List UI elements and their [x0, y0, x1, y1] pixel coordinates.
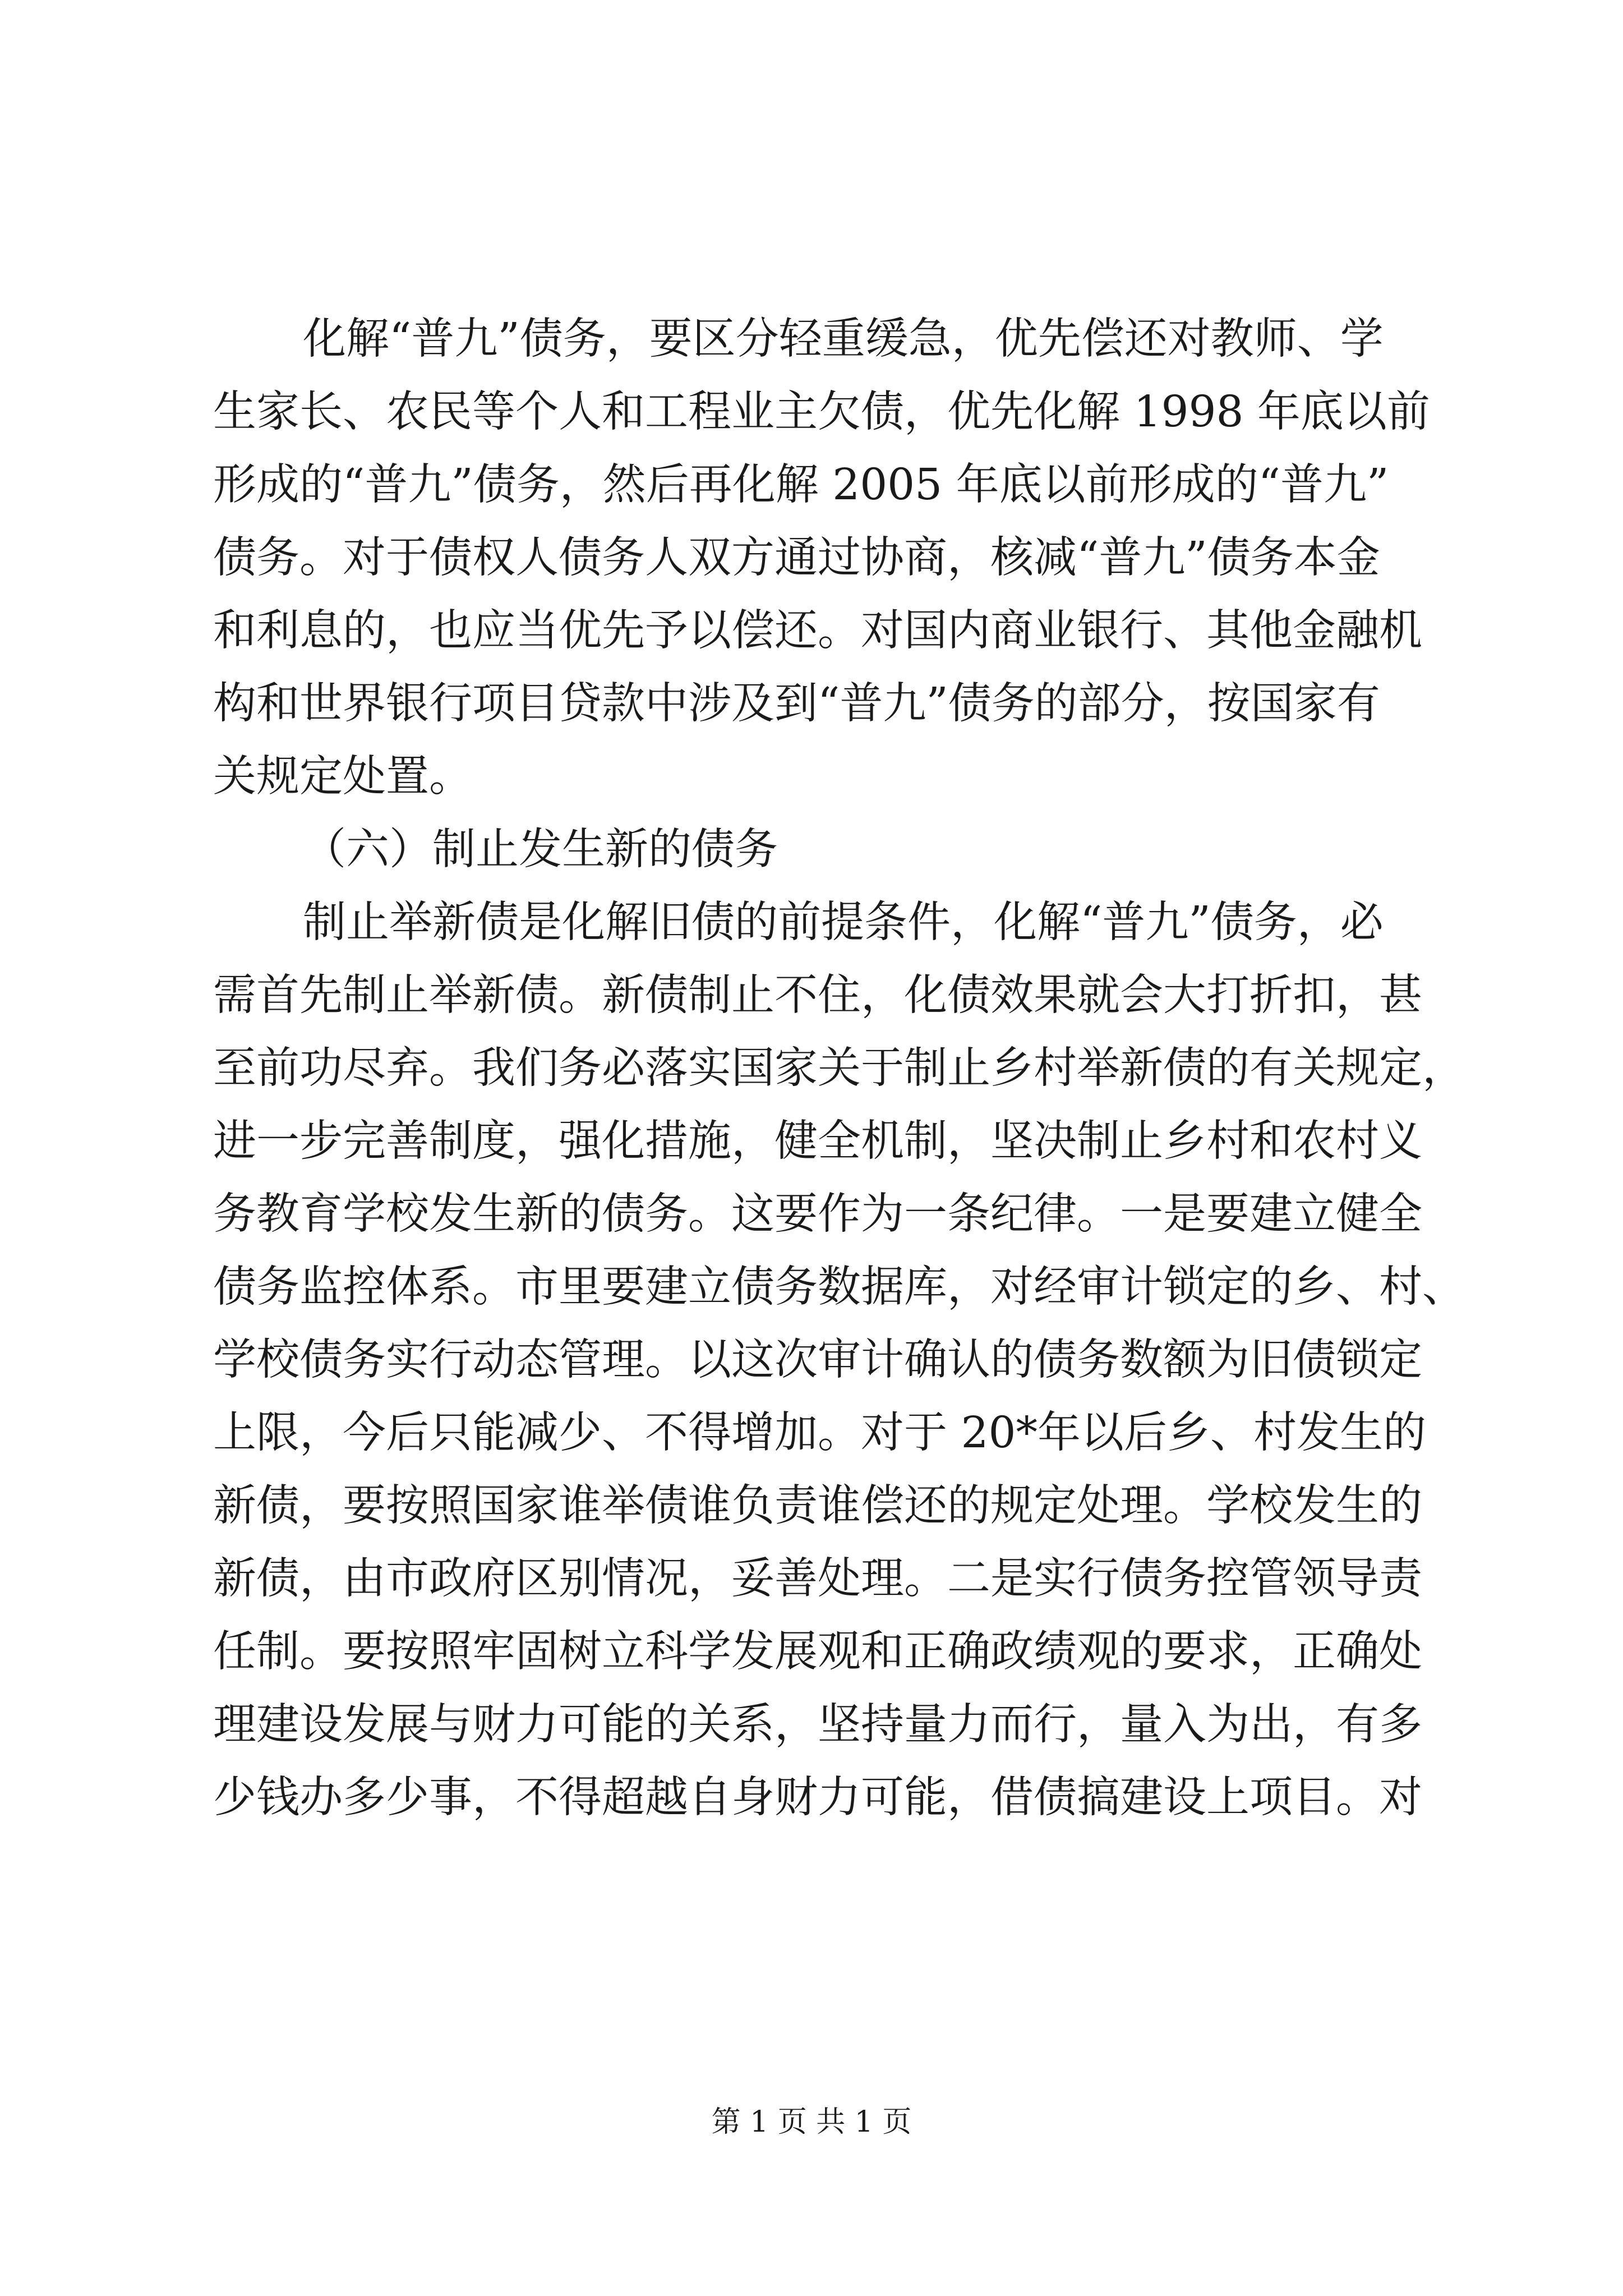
paragraph-1-line-7: 关规定处置。: [213, 752, 472, 802]
paragraph-2-line-5: 务教育学校发生新的债务。这要作为一条纪律。一是要建立健全: [213, 1189, 1422, 1239]
paragraph-2-line-3: 至前功尽弃。我们务必落实国家关于制止乡村举新债的有关规定，: [213, 1043, 1465, 1093]
paragraph-1-line-5: 和利息的，也应当优先予以偿还。对国内商业银行、其他金融机: [213, 606, 1422, 656]
paragraph-1-line-1: 化解“普九”债务，要区分轻重缓急，优先偿还对教师、学: [303, 314, 1384, 364]
paragraph-2-line-7: 学校债务实行动态管理。以这次审计确认的债务数额为旧债锁定: [213, 1335, 1422, 1385]
paragraph-1-line-3: 形成的“普九”债务，然后再化解 2005 年底以前形成的“普九”: [213, 460, 1389, 510]
paragraph-2-line-13: 少钱办多少事，不得超越自身财力可能，借债搞建设上项目。对: [213, 1773, 1422, 1823]
paragraph-2-line-1: 制止举新债是化解旧债的前提条件，化解“普九”债务，必: [303, 898, 1384, 947]
paragraph-2-line-4: 进一步完善制度，强化措施，健全机制，坚决制止乡村和农村义: [213, 1116, 1422, 1166]
paragraph-2-line-10: 新债，由市政府区别情况，妥善处理。二是实行债务控管领导责: [213, 1554, 1422, 1604]
paragraph-1-line-6: 构和世界银行项目贷款中涉及到“普九”债务的部分，按国家有: [213, 679, 1380, 729]
paragraph-2-line-2: 需首先制止举新债。新债制止不住，化债效果就会大打折扣，甚: [213, 970, 1422, 1020]
page-number-footer: 第 1 页 共 1 页: [711, 2105, 912, 2139]
paragraph-2-line-6: 债务监控体系。市里要建立债务数据库，对经审计锁定的乡、村、: [213, 1262, 1465, 1312]
section-heading: （六）制止发生新的债务: [303, 825, 778, 875]
paragraph-2-line-9: 新债，要按照国家谁举债谁负责谁偿还的规定处理。学校发生的: [213, 1481, 1422, 1531]
paragraph-2-line-8: 上限，今后只能减少、不得增加。对于 20*年以后乡、村发生的: [213, 1408, 1426, 1458]
paragraph-2-line-11: 任制。要按照牢固树立科学发展观和正确政绩观的要求，正确处: [213, 1627, 1422, 1677]
paragraph-1-line-4: 债务。对于债权人债务人双方通过协商，核减“普九”债务本金: [213, 533, 1380, 583]
paragraph-1-line-2: 生家长、农民等个人和工程业主欠债，优先化解 1998 年底以前: [213, 387, 1430, 437]
paragraph-2-line-12: 理建设发展与财力可能的关系，坚持量力而行，量入为出，有多: [213, 1700, 1422, 1750]
